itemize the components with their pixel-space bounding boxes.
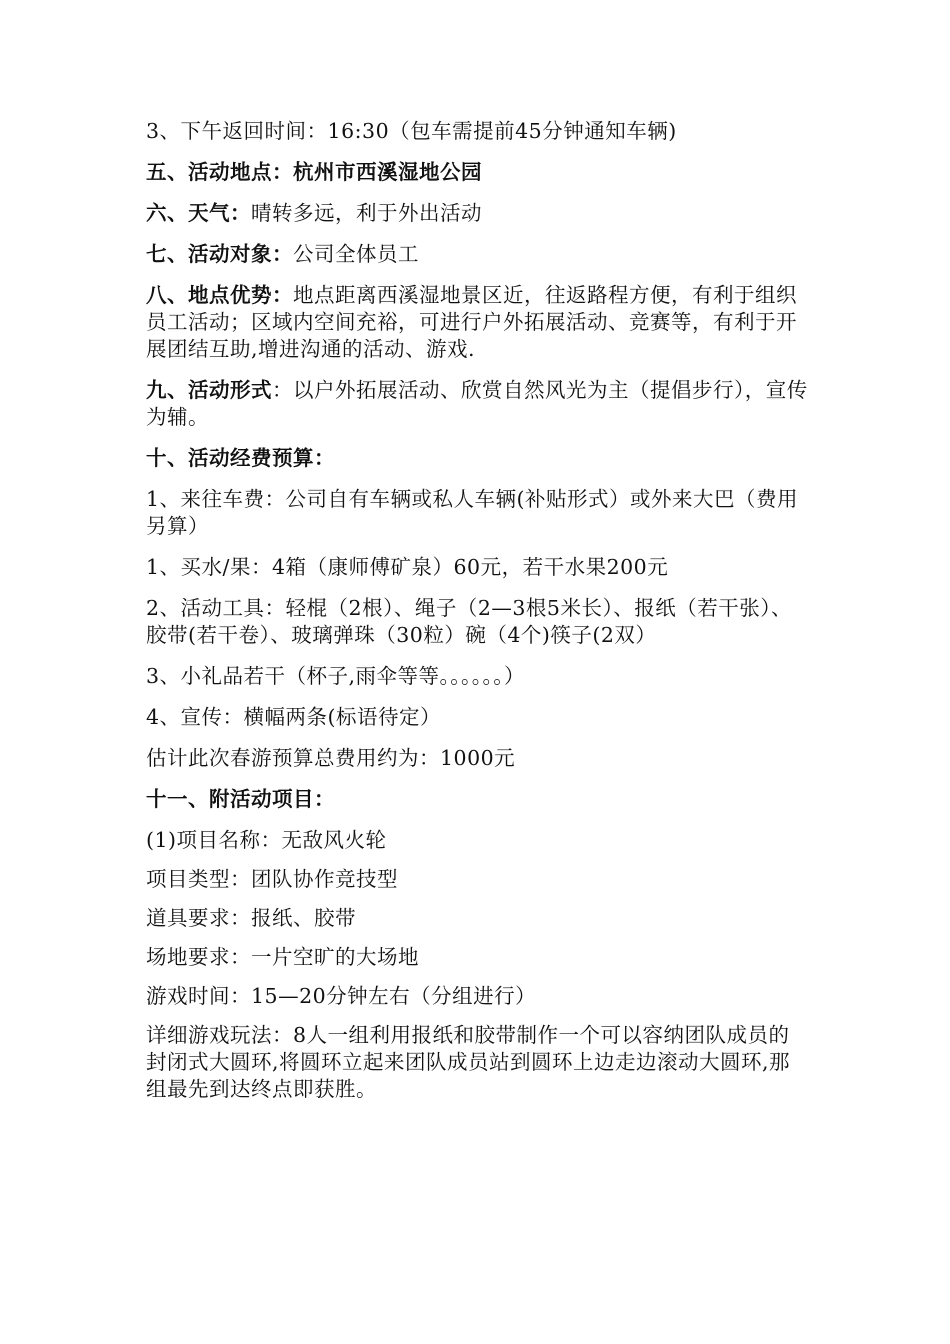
participants-label: 七、活动对象：: [146, 242, 293, 266]
budget-gifts-line: [146, 663, 808, 690]
budget-total-text: 估计此次春游预算总费用约为：1000元: [146, 746, 516, 770]
weather-label: 六、天气：: [146, 201, 251, 225]
participants-text: 公司全体员工: [293, 242, 419, 266]
participants-line: [146, 241, 808, 268]
project-venue-line: [146, 944, 808, 971]
weather-line: [146, 200, 808, 227]
project-props-line: [146, 905, 808, 932]
document-page: [146, 118, 808, 1117]
location-advantage-text: 地点距离西溪湿地景区近，往返路程方便，有利于组织员工活动；区域内空间充裕，可进行户外拓展活动、竞赛等，有利于开展团结互助,增进沟通的活动、游戏.: [146, 283, 797, 361]
projects-heading-label: 十一、附活动项目：: [146, 787, 335, 811]
activity-form-text: ：以户外拓展活动、欣赏自然风光为主（提倡步行），宣传为辅。: [146, 378, 808, 429]
project-venue-text: 场地要求：一片空旷的大场地: [146, 945, 419, 969]
return-time-text: 3、下午返回时间：16:30（包车需提前45分钟通知车辆): [146, 119, 677, 143]
budget-transport-text: 1、来往车费：公司自有车辆或私人车辆(补贴形式）或外来大巴（费用另算）: [146, 487, 799, 538]
activity-form-paragraph: [146, 377, 808, 431]
project-rules-paragraph: [146, 1022, 808, 1103]
location-line: [146, 159, 808, 186]
budget-tools-paragraph: [146, 595, 808, 649]
budget-water-text: 1、买水/果：4箱（康师傅矿泉）60元，若干水果200元: [146, 555, 669, 579]
return-time-line: [146, 118, 808, 145]
location-advantage-paragraph: [146, 282, 808, 363]
project-type-line: [146, 866, 808, 893]
budget-tools-text: 2、活动工具：轻棍（2根）、绳子（2—3根5米长）、报纸（若干张）、胶带(若干卷）、玻璃弹珠（30粒）碗（4个)筷子(2双）: [146, 596, 792, 647]
budget-water-line: [146, 554, 808, 581]
project-time-line: [146, 983, 808, 1010]
project-type-text: 项目类型：团队协作竞技型: [146, 867, 398, 891]
location-advantage-label: 八、地点优势：: [146, 283, 293, 307]
budget-heading-label: 十、活动经费预算：: [146, 446, 335, 470]
budget-heading: [146, 445, 808, 472]
project-time-text: 游戏时间：15—20分钟左右（分组进行）: [146, 984, 537, 1008]
project-name-text: (1)项目名称：无敌风火轮: [146, 828, 387, 852]
weather-text: 晴转多远，利于外出活动: [251, 201, 482, 225]
budget-transport-paragraph: [146, 486, 808, 540]
project-props-text: 道具要求：报纸、胶带: [146, 906, 356, 930]
budget-total-line: [146, 745, 808, 772]
location-text: 杭州市西溪湿地公园: [293, 160, 482, 184]
budget-publicity-line: [146, 704, 808, 731]
budget-publicity-text: 4、宣传：横幅两条(标语待定）: [146, 705, 442, 729]
project-name-line: [146, 827, 808, 854]
location-label: 五、活动地点：: [146, 160, 293, 184]
budget-gifts-text: 3、小礼品若干（杯子,雨伞等等。。。。。。）: [146, 664, 526, 688]
activity-form-label: 九、活动形式: [146, 378, 272, 402]
project-rules-text: 详细游戏玩法：8人一组利用报纸和胶带制作一个可以容纳团队成员的封闭式大圆环,将圆环立起来团队成员站到圆环上边走边滚动大圆环,那组最先到达终点即获胜。: [146, 1023, 791, 1101]
projects-heading: [146, 786, 808, 813]
